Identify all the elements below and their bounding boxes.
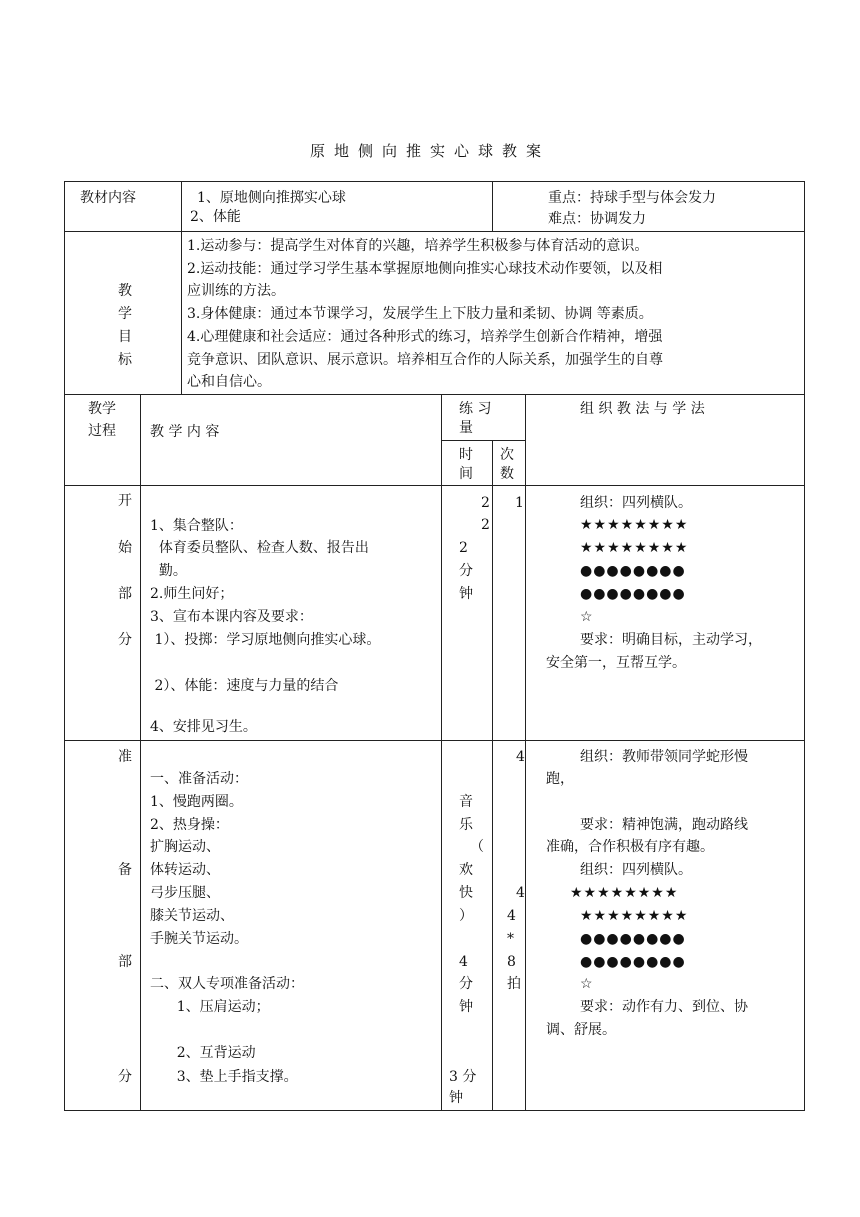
section1-formation-3: ●●●●●●●●: [580, 563, 686, 579]
section2-time-3: （: [470, 839, 484, 855]
table-border-bottom: [64, 1110, 805, 1111]
section2-method-req-1: 要求：精神饱满，跑动路线: [580, 817, 748, 833]
section1-time-1: 2: [459, 540, 468, 556]
section2-time-5: 快: [459, 885, 473, 901]
section1-content-1: 1、集合整队：: [150, 518, 243, 534]
section1-formation-1: ★★★★★★★★: [580, 517, 689, 533]
section2-content-7: 膝关节运动、: [150, 908, 234, 924]
section1-label-4: 分: [118, 632, 132, 648]
section2-count-1: 4: [516, 885, 525, 901]
section1-label-3: 部: [118, 586, 132, 602]
section1-content-3: 勤。: [150, 563, 187, 579]
objective-line-2: 2.运动技能：通过学习学生基本掌握原地侧向推实心球技术动作要领，以及相: [187, 261, 663, 277]
section1-content-10: 4、安排见习生。: [150, 719, 257, 735]
row-divider-section1: [64, 485, 805, 486]
section2-time-10: 钟: [459, 999, 473, 1015]
section2-content-4: 扩胸运动、: [150, 839, 220, 855]
time-header-2: 间: [459, 466, 473, 482]
col-divider-method: [525, 394, 526, 1110]
section1-label-1: 开: [118, 493, 132, 509]
section2-count-5: 拍: [507, 976, 521, 992]
section2-time-4: 欢: [459, 862, 473, 878]
section2-method-org-2: 跑，: [546, 771, 574, 787]
section1-time-2: 分: [459, 563, 473, 579]
section2-content-14: 3、垫上手指支撑。: [150, 1069, 298, 1085]
method-header: 组 织 教 法 与 学 法: [580, 401, 705, 417]
material-label: 教材内容: [80, 190, 136, 206]
objective-line-4: 3.身体健康：通过本节课学习，发展学生上下肢力量和柔韧、协调 等素质。: [187, 306, 653, 322]
section1-formation-5: ☆: [580, 609, 593, 625]
objectives-label-1: 教: [118, 283, 132, 299]
section1-time-top-1: 2: [481, 495, 490, 511]
section2-content-11: 1、压肩运动；: [150, 999, 270, 1015]
section1-time-3: 钟: [459, 586, 473, 602]
section2-content-2: 1、慢跑两圈。: [150, 794, 243, 810]
section1-method-req-1: 要求：明确目标，主动学习，: [580, 632, 762, 648]
section2-label-1: 准: [118, 749, 132, 765]
time-header-1: 时: [459, 447, 473, 463]
section2-formation-2: ★★★★★★★★: [580, 908, 689, 924]
section2-method-org-1: 组织：教师带领同学蛇形慢: [580, 749, 748, 765]
section2-method-org-3: 组织：四列横队。: [580, 862, 692, 878]
section1-method-org: 组织：四列横队。: [580, 495, 692, 511]
table-border-left: [64, 181, 65, 1111]
section2-method-req-3: 要求：动作有力、到位、协: [580, 999, 748, 1015]
section2-formation-4: ●●●●●●●●: [580, 954, 686, 970]
section2-content-13: 2、互背运动: [150, 1045, 256, 1061]
practice-header-1: 练 习: [459, 401, 492, 417]
objective-line-5: 4.心理健康和社会适应：通过各种形式的练习，培养学生创新合作精神，增强: [187, 329, 663, 345]
section2-count-3: *: [507, 931, 514, 947]
section2-time-2: 乐: [459, 817, 473, 833]
section1-content-6: 1）、投掷：学习原地侧向推实心球。: [150, 632, 381, 648]
section2-count-2: 4: [507, 908, 516, 924]
material-line-1: 1、原地侧向推掷实心球: [197, 190, 346, 206]
section2-content-1: 一、准备活动：: [150, 771, 248, 787]
section1-content-4: 2.师生问好；: [150, 586, 234, 602]
section2-time-6: ）: [459, 908, 473, 924]
row-divider-header: [64, 394, 805, 395]
section1-time-top-2: 2: [481, 517, 490, 533]
objectives-label-4: 标: [118, 352, 132, 368]
section2-label-3: 部: [118, 954, 132, 970]
process-header-1: 教学: [88, 401, 116, 417]
objectives-label-2: 学: [118, 306, 132, 322]
objective-line-3: 应训练的方法。: [187, 283, 285, 299]
objective-line-6: 竞争意识、团队意识、展示意识。培养相互合作的人际关系，加强学生的自尊: [187, 352, 663, 368]
subheader-divider: [441, 440, 525, 441]
section1-method-req-2: 安全第一，互帮互学。: [546, 655, 686, 671]
section2-content-6: 弓步压腿、: [150, 885, 220, 901]
section2-method-req-4: 调、舒展。: [546, 1022, 616, 1038]
section2-content-3: 2、热身操：: [150, 817, 229, 833]
section2-formation-1: ★★★★★★★★: [570, 885, 679, 901]
col-divider-process: [140, 394, 141, 1110]
section1-content-2: 体育委员整队、检查人数、报告出: [150, 540, 369, 556]
section2-time-bottom-2: 钟: [449, 1090, 463, 1106]
section2-count-top: 4: [516, 749, 525, 765]
table-border-right: [804, 181, 805, 1111]
section1-label-2: 始: [118, 540, 132, 556]
objectives-label-3: 目: [118, 329, 132, 345]
section2-label-4: 分: [118, 1069, 132, 1085]
section2-content-10: 二、双人专项准备活动：: [150, 976, 304, 992]
page-title: 原地侧向推实心球教案: [309, 142, 550, 160]
process-header-2: 过程: [88, 423, 116, 439]
section2-formation-5: ☆: [580, 976, 593, 992]
row-divider-objectives: [64, 231, 805, 232]
col-divider-time: [492, 440, 493, 1110]
section2-content-8: 手腕关节运动。: [150, 931, 248, 947]
section1-count: 1: [515, 495, 524, 511]
material-line-2: 2、体能: [190, 209, 241, 225]
section2-time-8: 4: [459, 954, 468, 970]
section1-formation-2: ★★★★★★★★: [580, 540, 689, 556]
section2-time-1: 音: [459, 794, 473, 810]
section2-time-9: 分: [459, 976, 473, 992]
key-point: 重点：持球手型与体会发力: [548, 190, 716, 206]
row-divider-section2: [64, 740, 805, 741]
count-header-1: 次: [500, 447, 514, 463]
section2-formation-3: ●●●●●●●●: [580, 931, 686, 947]
difficulty: 难点：协调发力: [548, 211, 646, 227]
header-col-divider-2: [492, 181, 493, 231]
objective-line-7: 心和自信心。: [187, 374, 271, 390]
section1-formation-4: ●●●●●●●●: [580, 586, 686, 602]
practice-header-2: 量: [459, 420, 473, 436]
count-header-2: 数: [500, 466, 514, 482]
section2-method-req-2: 准确，合作积极有序有趣。: [546, 839, 714, 855]
section2-label-2: 备: [118, 862, 132, 878]
section2-content-5: 体转运动、: [150, 862, 220, 878]
objective-line-1: 1.运动参与：提高学生对体育的兴趣，培养学生积极参与体育活动的意识。: [187, 238, 649, 254]
table-border-top: [64, 181, 805, 182]
section1-content-8: 2）、体能：速度与力量的结合: [150, 678, 339, 694]
header-col-divider-1: [181, 181, 182, 394]
section1-content-5: 3、宣布本课内容及要求：: [150, 609, 313, 625]
content-header: 教 学 内 容: [150, 424, 220, 440]
section2-count-4: 8: [507, 954, 516, 970]
col-divider-content: [441, 394, 442, 1110]
section2-time-bottom-1: 3 分: [449, 1069, 477, 1085]
